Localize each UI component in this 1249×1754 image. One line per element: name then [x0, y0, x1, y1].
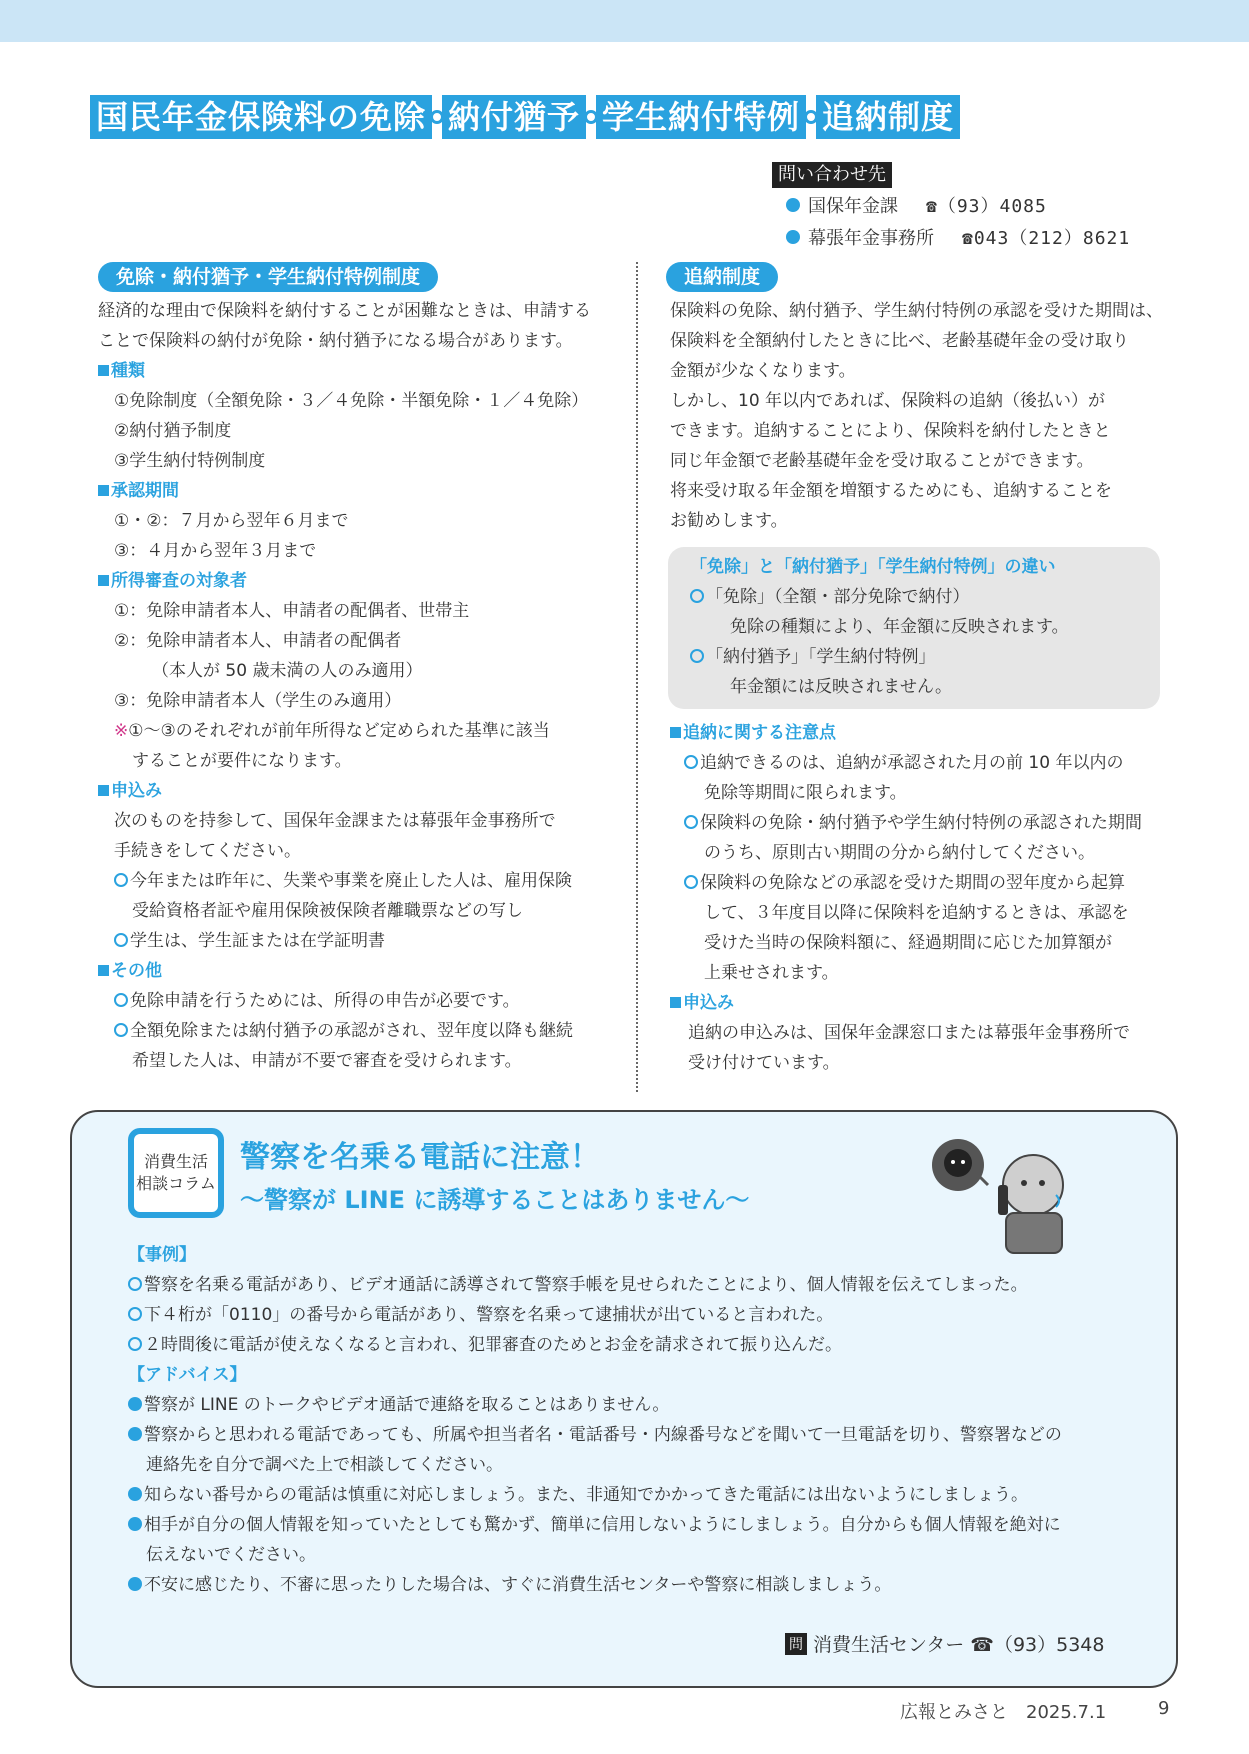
- circle-icon: [128, 1277, 142, 1291]
- circle-icon: [114, 933, 128, 947]
- section-heading: その他: [98, 956, 623, 986]
- list-item-cont: のうち、原則古い期間の分から納付してください。: [704, 843, 1095, 863]
- contact-tel: ☎043（212）8621: [962, 228, 1131, 249]
- badge-line: 相談コラム: [136, 1174, 216, 1193]
- section-pill-exemption: 免除・納付猶予・学生納付特例制度: [98, 262, 438, 292]
- title-dot: [584, 110, 598, 124]
- bullet-icon: [128, 1427, 142, 1441]
- title-dot: [804, 110, 818, 124]
- note-line: ※①～③のそれぞれが前年所得など定められた基準に該当: [114, 721, 550, 741]
- advice-item: 警察からと思われる電話であっても、所属や担当者名・電話番号・内線番号などを聞いて一旦電話を切り、警察署などの: [128, 1420, 1158, 1450]
- list-item-cont: 受給資格者証や雇用保険被保険者離職票などの写し: [132, 901, 523, 921]
- title-segment: 納付猶予: [442, 95, 586, 139]
- advice-item: 知らない番号からの電話は慎重に対応しましょう。また、非通知でかかってきた電話には出ないようにしましょう。: [128, 1480, 1158, 1510]
- title-dot: [430, 110, 444, 124]
- column-title: 警察を名乗る電話に注意！: [240, 1140, 600, 1175]
- right-column-intro: [670, 296, 1170, 536]
- box-item-body: 免除の種類により、年金額に反映されます。: [730, 617, 1069, 637]
- list-item: 保険料の免除・納付猶予や学生納付特例の承認された期間: [670, 808, 1170, 838]
- consumer-center-text: 消費生活センター ☎（93）5348: [813, 1634, 1105, 1656]
- bullet-icon: [128, 1517, 142, 1531]
- circle-icon: [690, 649, 704, 663]
- square-icon: [98, 575, 109, 586]
- text-line: （本人が 50 歳未満の人のみ適用）: [152, 661, 423, 681]
- note-line: することが要件になります。: [132, 751, 352, 771]
- section-heading: 種類: [98, 356, 623, 386]
- left-column-text: [98, 296, 623, 1076]
- text-line: 保険料を全額納付したときに比べ、老齢基礎年金の受け取り: [670, 331, 1129, 351]
- text-line: ことで保険料の納付が免除・納付猶予になる場合があります。: [98, 331, 573, 351]
- badge-line: 消費生活: [143, 1152, 208, 1171]
- bullet-icon: [786, 198, 800, 212]
- title-segment: 国民年金保険料の免除: [90, 95, 432, 139]
- text-line: ③：４月から翌年３月まで: [114, 541, 317, 561]
- circle-icon: [128, 1337, 142, 1351]
- case-item: ２時間後に電話が使えなくなると言われ、犯罪審査のためとお金を請求されて振り込んだ。: [128, 1330, 1158, 1360]
- advice-item: 不安に感じたり、不審に思ったりした場合は、すぐに消費生活センターや警察に相談しましょう。: [128, 1570, 1158, 1600]
- circle-icon: [114, 993, 128, 1007]
- square-icon: [98, 365, 109, 376]
- text-line: ③：免除申請者本人（学生のみ適用）: [114, 691, 402, 711]
- section-pill-late-payment: 追納制度: [666, 262, 778, 292]
- box-item-body: 年金額には反映されません。: [730, 677, 953, 697]
- circle-icon: [684, 815, 698, 829]
- circle-icon: [684, 755, 698, 769]
- contact-tel: ☎（93）4085: [926, 196, 1047, 217]
- text-line: 次のものを持参して、国保年金課または幕張年金事務所で: [114, 811, 556, 831]
- inquiry-icon: 問: [785, 1633, 807, 1655]
- section-heading: 所得審査の対象者: [98, 566, 623, 596]
- list-item-cont: 受けた当時の保険料額に、経過期間に応じた加算額が: [704, 933, 1112, 953]
- text-line: ②：免除申請者本人、申請者の配偶者: [114, 631, 402, 651]
- text-line: 将来受け取る年金額を増額するためにも、追納することを: [670, 481, 1112, 501]
- section-heading: 申込み: [670, 988, 1170, 1018]
- scam-phone-call-illustration-icon: [928, 1135, 1078, 1255]
- contact-row: [786, 224, 1130, 250]
- square-icon: [98, 485, 109, 496]
- list-item: 免除申請を行うためには、所得の申告が必要です。: [98, 986, 623, 1016]
- text-line: しかし、10 年以内であれば、保険料の追納（後払い）が: [670, 391, 1106, 411]
- text-line: 経済的な理由で保険料を納付することが困難なときは、申請する: [98, 301, 591, 321]
- contact-row: [786, 192, 1047, 218]
- circle-icon: [114, 1023, 128, 1037]
- square-icon: [98, 965, 109, 976]
- section-heading: 承認期間: [98, 476, 623, 506]
- column-divider: [636, 262, 638, 1092]
- contact-name: 国保年金課: [808, 196, 898, 217]
- text-line: ②納付猶予制度: [114, 421, 232, 441]
- case-item: 警察を名乗る電話があり、ビデオ通話に誘導されて警察手帳を見せられたことにより、個人情報を伝えてしまった。: [128, 1270, 1158, 1300]
- list-item: 今年または昨年に、失業や事業を廃止した人は、雇用保険: [98, 866, 623, 896]
- page-title: [90, 95, 960, 139]
- list-item-cont: 希望した人は、申請が不要で審査を受けられます。: [132, 1051, 522, 1071]
- square-icon: [670, 727, 681, 738]
- difference-box-text: [690, 552, 1150, 702]
- text-line: ①・②：７月から翌年６月まで: [114, 511, 349, 531]
- section-heading: 申込み: [98, 776, 623, 806]
- circle-icon: [114, 873, 128, 887]
- advice-heading: 【アドバイス】: [128, 1365, 247, 1385]
- text-line: 保険料の免除、納付猶予、学生納付特例の承認を受けた期間は、: [670, 301, 1163, 321]
- advice-item: 警察が LINE のトークやビデオ通話で連絡を取ることはありません。: [128, 1390, 1158, 1420]
- box-item-head: 「納付猶予」「学生納付特例」: [690, 642, 1150, 672]
- square-icon: [98, 785, 109, 796]
- box-item-head: 「免除」（全額・部分免除で納付）: [690, 582, 1150, 612]
- text-line: ①免除制度（全額免除・３／４免除・半額免除・１／４免除）: [114, 391, 589, 411]
- advice-item-cont: 伝えないでください。: [146, 1545, 316, 1565]
- title-segment: 追納制度: [816, 95, 960, 139]
- section-heading: 追納に関する注意点: [670, 718, 1170, 748]
- box-title: 「免除」と「納付猶予」「学生納付特例」の違い: [690, 557, 1056, 577]
- circle-icon: [128, 1307, 142, 1321]
- publication-footer: 広報とみさと 2025.7.1: [900, 1702, 1107, 1723]
- contact-label: 問い合わせ先: [772, 162, 892, 188]
- text-line: お勧めします。: [670, 511, 788, 531]
- list-item-cont: 免除等期間に限られます。: [704, 783, 907, 803]
- list-item: 追納できるのは、追納が承認された月の前 10 年以内の: [670, 748, 1170, 778]
- cases-heading: 【事例】: [128, 1245, 196, 1265]
- list-item: 保険料の免除などの承認を受けた期間の翌年度から起算: [670, 868, 1170, 898]
- bullet-icon: [786, 230, 800, 244]
- square-icon: [670, 997, 681, 1008]
- page-number: 9: [1158, 1698, 1170, 1719]
- list-item-cont: 上乗せされます。: [704, 963, 839, 983]
- text-line: 手続きをしてください。: [114, 841, 301, 861]
- circle-icon: [690, 589, 704, 603]
- text-line: 金額が少なくなります。: [670, 361, 856, 381]
- column-subtitle: ～警察が LINE に誘導することはありません～: [240, 1186, 750, 1214]
- advice-item-cont: 連絡先を自分で調べた上で相談してください。: [146, 1455, 503, 1475]
- bullet-icon: [128, 1397, 142, 1411]
- contact-name: 幕張年金事務所: [808, 228, 934, 249]
- list-item-cont: して、３年度目以降に保険料を追納するときは、承認を: [704, 903, 1129, 923]
- text-line: できます。追納することにより、保険料を納付したときと: [670, 421, 1111, 441]
- list-item: 学生は、学生証または在学証明書: [98, 926, 623, 956]
- bullet-icon: [128, 1577, 142, 1591]
- column-badge: [128, 1128, 224, 1218]
- bullet-icon: [128, 1487, 142, 1501]
- consumer-center-contact: [785, 1630, 1104, 1657]
- text-line: ③学生納付特例制度: [114, 451, 266, 471]
- column-body: [128, 1240, 1158, 1600]
- text-line: 追納の申込みは、国保年金課窓口または幕張年金事務所で: [688, 1023, 1130, 1043]
- advice-item: 相手が自分の個人情報を知っていたとしても驚かず、簡単に信用しないようにしましょう。自分からも個人情報を絶対に: [128, 1510, 1158, 1540]
- top-color-band: [0, 0, 1249, 42]
- text-line: 同じ年金額で老齢基礎年金を受け取ることができます。: [670, 451, 1094, 471]
- case-item: 下４桁が「0110」の番号から電話があり、警察を名乗って逮捕状が出ていると言われた。: [128, 1300, 1158, 1330]
- text-line: 受け付けています。: [688, 1053, 840, 1073]
- circle-icon: [684, 875, 698, 889]
- right-column-notes: [670, 718, 1170, 1078]
- text-line: ①：免除申請者本人、申請者の配偶者、世帯主: [114, 601, 470, 621]
- list-item: 全額免除または納付猶予の承認がされ、翌年度以降も継続: [98, 1016, 623, 1046]
- title-segment: 学生納付特例: [596, 95, 806, 139]
